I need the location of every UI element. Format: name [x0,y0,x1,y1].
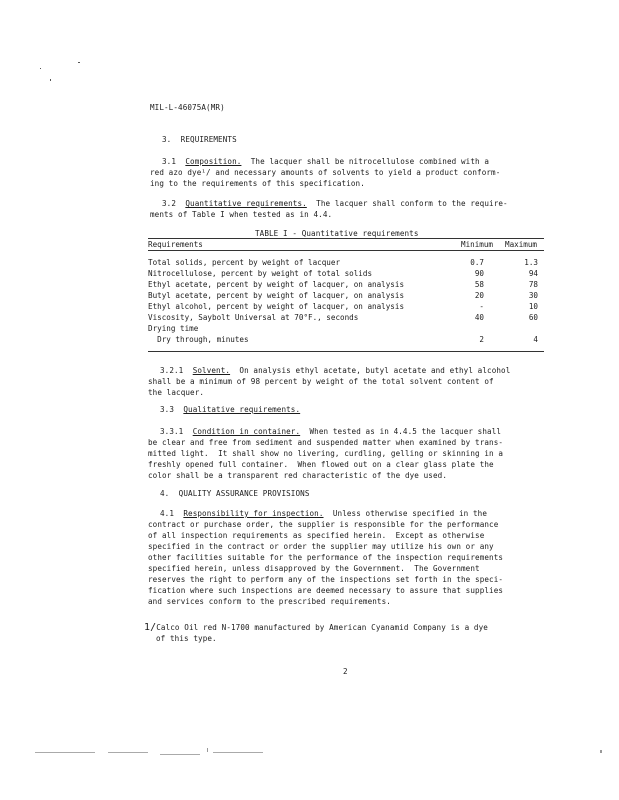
paragraph-4-1-line-8: fication where such inspections are deemed necessary to assure that supplies [148,586,504,595]
paragraph-3-1-line-3: ing to the requirements of this specification. [150,179,365,188]
paragraph-3-2-1-title: Solvent. [192,366,231,375]
scan-speck [600,750,602,753]
paragraph-3-3-1-line-5: color shall be a transparent red characteristic of the dye used. [148,471,447,480]
paragraph-4-1-title: Responsibility for inspection. [183,509,324,518]
row-label: Nitrocellulose, percent by weight of total solids [148,269,373,278]
row-label: Viscosity, Saybolt Universal at 70°F., seconds [148,313,359,322]
paragraph-3-2-line-2: ments of Table I when tested as in 4.4. [150,210,333,219]
paragraph-4-1-line-6: specified herein, unless disapproved by the Government. The Government [148,564,480,573]
paragraph-4-1-line-4: specified in the contract or order the supplier may utilize his own or any [148,542,494,551]
scan-speck [40,68,41,69]
row-maximum: 30 [528,291,538,300]
row-maximum: 78 [528,280,538,289]
table-header-maximum: Maximum [505,240,538,249]
paragraph-3-1-title: Composition. [185,157,242,166]
section-4-heading: 4. QUALITY ASSURANCE PROVISIONS [160,489,310,498]
table-bottom-rule [148,351,544,352]
row-minimum: - [479,302,484,311]
paragraph-3-3-1-line-2: be clear and free from sediment and suspended matter when examined by trans- [148,438,504,447]
paragraph-3-2-1-line-2: shall be a minimum of 98 percent by weight of the total solvent content of [148,377,494,386]
paragraph-3-1-line-2: red azo dye¹/ and necessary amounts of solvents to yield a product conform- [150,168,501,177]
table-header-minimum: Minimum [461,240,494,249]
paragraph-3-2-title: Quantitative requirements. [185,199,307,208]
row-maximum: 1.3 [524,258,538,267]
table-top-rule [148,238,544,239]
paragraph-3-3-1-line-1: 3.3.1 Condition in container. When tested as in 4.4.5 the lacquer shall [160,427,502,436]
scan-speck [35,752,95,753]
scan-speck [108,752,148,753]
row-minimum: 58 [474,280,484,289]
row-maximum: 4 [533,335,538,344]
scan-speck [207,748,208,752]
paragraph-3-1-line-1: 3.1 Composition. The lacquer shall be nitrocellulose combined with a [162,157,490,166]
footnote-mark: 1/ [144,622,157,633]
row-minimum: 90 [474,269,484,278]
footnote-line-1: 1/Calco Oil red N-1700 manufactured by American Cyanamid Company is a dye [144,622,488,633]
document-id: MIL-L-46075A(MR) [150,103,225,112]
paragraph-4-1-line-5: other facilities suitable for the performance of the inspection requirements [148,553,504,562]
paragraph-3-3-1-line-3: mitted light. It shall show no livering, curdling, gelling or skinning in a [148,449,504,458]
row-label: Total solids, percent by weight of lacquer [148,258,341,267]
table-header-requirements: Requirements [148,240,203,249]
row-label: Ethyl acetate, percent by weight of lacquer, on analysis [148,280,405,289]
scan-speck [78,62,80,63]
row-minimum: 20 [474,291,484,300]
row-minimum: 2 [479,335,484,344]
paragraph-4-1-line-2: contract or purchase order, the supplier is responsible for the performance [148,520,499,529]
section-3-heading: 3. REQUIREMENTS [162,135,237,144]
paragraph-3-3-1-title: Condition in container. [192,427,301,436]
paragraph-3-2-line-1: 3.2 Quantitative requirements. The lacquer shall conform to the require- [162,199,508,208]
row-label: Dry through, minutes [148,335,249,344]
paragraph-3-2-1-line-3: the lacquer. [148,388,205,397]
paragraph-3-3-title: Qualitative requirements. [183,405,301,414]
paragraph-4-1-line-7: reserves the right to perform any of the inspections set forth in the speci- [148,575,504,584]
scan-speck [50,79,51,81]
table-header-rule [148,250,544,251]
row-minimum: 0.7 [470,258,484,267]
paragraph-4-1-line-1: 4.1 Responsibility for inspection. Unless otherwise specified in the [160,509,488,518]
paragraph-3-2-1-line-1: 3.2.1 Solvent. On analysis ethyl acetate, butyl acetate and ethyl alcohol [160,366,511,375]
footnote-line-2: of this type. [156,634,217,643]
paragraph-3-3-line-1: 3.3 Qualitative requirements. [160,405,301,414]
page-number: 2 [343,667,348,676]
row-label: Ethyl alcohol, percent by weight of lacquer, on analysis [148,302,405,311]
table-caption: TABLE I - Quantitative requirements [255,229,419,238]
scan-speck [213,752,263,753]
row-minimum: 40 [474,313,484,322]
scan-speck [160,754,200,755]
paragraph-4-1-line-9: and services conform to the prescribed requirements. [148,597,391,606]
row-label: Butyl acetate, percent by weight of lacquer, on analysis [148,291,405,300]
paragraph-4-1-line-3: of all inspection requirements as specified herein. Except as otherwise [148,531,485,540]
row-maximum: 60 [528,313,538,322]
row-label: Drying time [148,324,199,333]
paragraph-3-3-1-line-4: freshly opened full container. When flowed out on a clear glass plate the [148,460,494,469]
row-maximum: 94 [528,269,538,278]
row-maximum: 10 [528,302,538,311]
